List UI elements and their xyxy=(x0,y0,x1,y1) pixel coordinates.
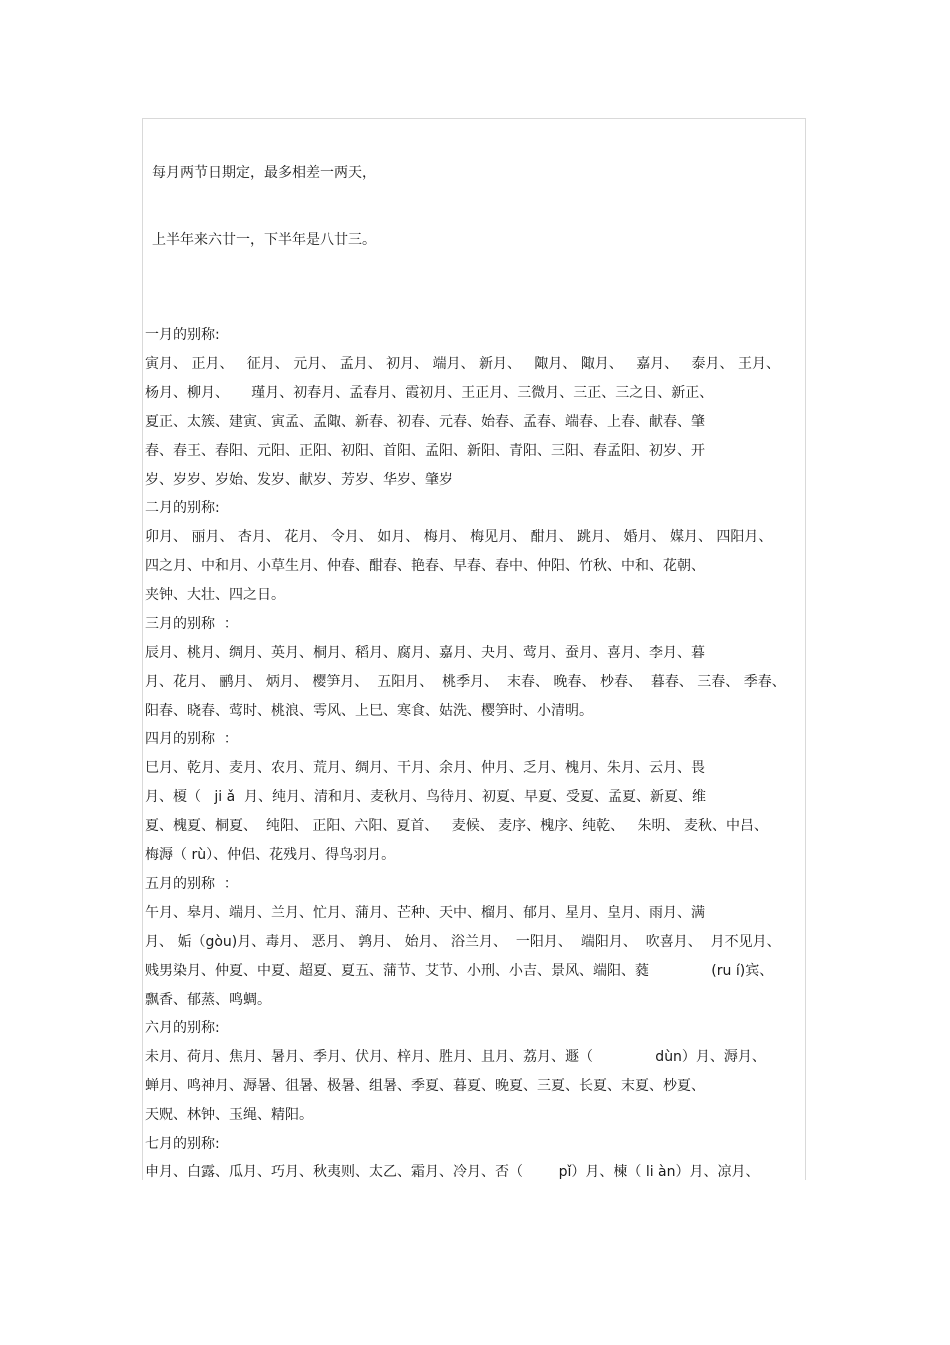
text-line: 月、 姤（gòu)月、毒月、 恶月、 鹑月、 始月、 浴兰月、 一阳月、 端阳月、 吹喜月、 月不见月、 xyxy=(145,934,781,950)
intro-line-1: 每月两节日期定，最多相差一两天， xyxy=(152,165,376,181)
text-line: 蝉月、鸣神月、溽暑、徂暑、极暑、组暑、季夏、暮夏、晚夏、三夏、长夏、末夏、杪夏、 xyxy=(145,1078,705,1094)
text-line: 午月、皋月、端月、兰月、忙月、蒲月、芒种、天中、榴月、郁月、星月、皇月、雨月、满 xyxy=(145,905,705,921)
section-heading-february: 二月的别称: xyxy=(145,500,220,516)
document-page xyxy=(142,118,806,1180)
text-line: 梅溽（ rù）、仲侣、花残月、得鸟羽月。 xyxy=(145,847,396,863)
intro-line-2: 上半年来六廿一，下半年是八廿三。 xyxy=(152,232,376,248)
text-line: 杨月、柳月、 瑾月、初春月、孟春月、霞初月、王正月、三微月、三正、三之日、新正、 xyxy=(145,385,714,401)
section-heading-july: 七月的别称: xyxy=(145,1136,220,1152)
text-line: 辰月、桃月、绸月、英月、桐月、稻月、腐月、嘉月、夬月、莺月、蚕月、喜月、李月、暮 xyxy=(145,645,705,661)
section-heading-june: 六月的别称: xyxy=(145,1020,220,1036)
section-heading-may: 五月的别称 ： xyxy=(145,876,238,892)
text-line: 巳月、乾月、麦月、农月、荒月、绸月、干月、余月、仲月、乏月、槐月、朱月、云月、畏 xyxy=(145,760,705,776)
text-line: 贱男染月、仲夏、中夏、超夏、夏五、蒲节、艾节、小刑、小吉、景风、端阳、蕤 (ru í)宾、 xyxy=(145,963,774,979)
text-line: 四之月、中和月、小草生月、仲春、酣春、艳春、早春、春中、仲阳、竹秋、中和、花朝、 xyxy=(145,558,705,574)
section-heading-march: 三月的别称 ： xyxy=(145,616,238,632)
text-line: 月、花月、 鹂月、 炳月、 樱笋月、 五阳月、 桃季月、 末春、 晚春、 杪春、 暮春、 三春、 季春、 xyxy=(145,674,786,690)
text-line: 月、榎（ ji ǎ 月、纯月、清和月、麦秋月、鸟待月、初夏、早夏、受夏、孟夏、新夏、维 xyxy=(145,789,707,805)
text-line: 夏正、太簇、建寅、寅孟、孟陬、新春、初春、元春、始春、孟春、端春、上春、献春、肇 xyxy=(145,414,705,430)
section-heading-january: 一月的别称: xyxy=(145,327,220,343)
text-line: 卯月、 丽月、 杏月、 花月、 令月、 如月、 梅月、 梅见月、 酣月、 跳月、 婚月、 媒月、 四阳月、 xyxy=(145,529,773,545)
text-line: 夏、槐夏、桐夏、 纯阳、 正阳、六阳、夏首、 麦候、 麦序、槐序、纯乾、 朱明、 麦秋、中吕、 xyxy=(145,818,768,834)
text-line: 阳春、晓春、莺时、桃浪、雩风、上巳、寒食、姑洗、樱笋时、小清明。 xyxy=(145,703,593,719)
text-line: 春、春王、春阳、元阳、正阳、初阳、首阳、孟阳、新阳、青阳、三阳、春孟阳、初岁、开 xyxy=(145,443,705,459)
text-line: 天贶、林钟、玉绳、精阳。 xyxy=(145,1107,313,1123)
section-heading-april: 四月的别称 ： xyxy=(145,731,238,747)
text-line: 未月、荷月、焦月、暑月、季月、伏月、梓月、胜月、且月、荔月、遯（ dùn）月、溽月、 xyxy=(145,1049,766,1065)
text-line: 飘香、郁蒸、鸣蜩。 xyxy=(145,992,271,1008)
text-line: 岁、岁岁、岁始、发岁、献岁、芳岁、华岁、肇岁 xyxy=(145,472,453,488)
text-line: 夹钟、大壮、四之日。 xyxy=(145,587,285,603)
text-line: 申月、白露、瓜月、巧月、秋夷则、太乙、霜月、冷月、否（ pǐ）月、楝（ li àn）月、凉月、 xyxy=(145,1164,760,1180)
text-line: 寅月、 正月、 征月、 元月、 孟月、 初月、 端月、 新月、 陬月、 陬月、 嘉月、 泰月、 王月、 xyxy=(145,356,781,372)
